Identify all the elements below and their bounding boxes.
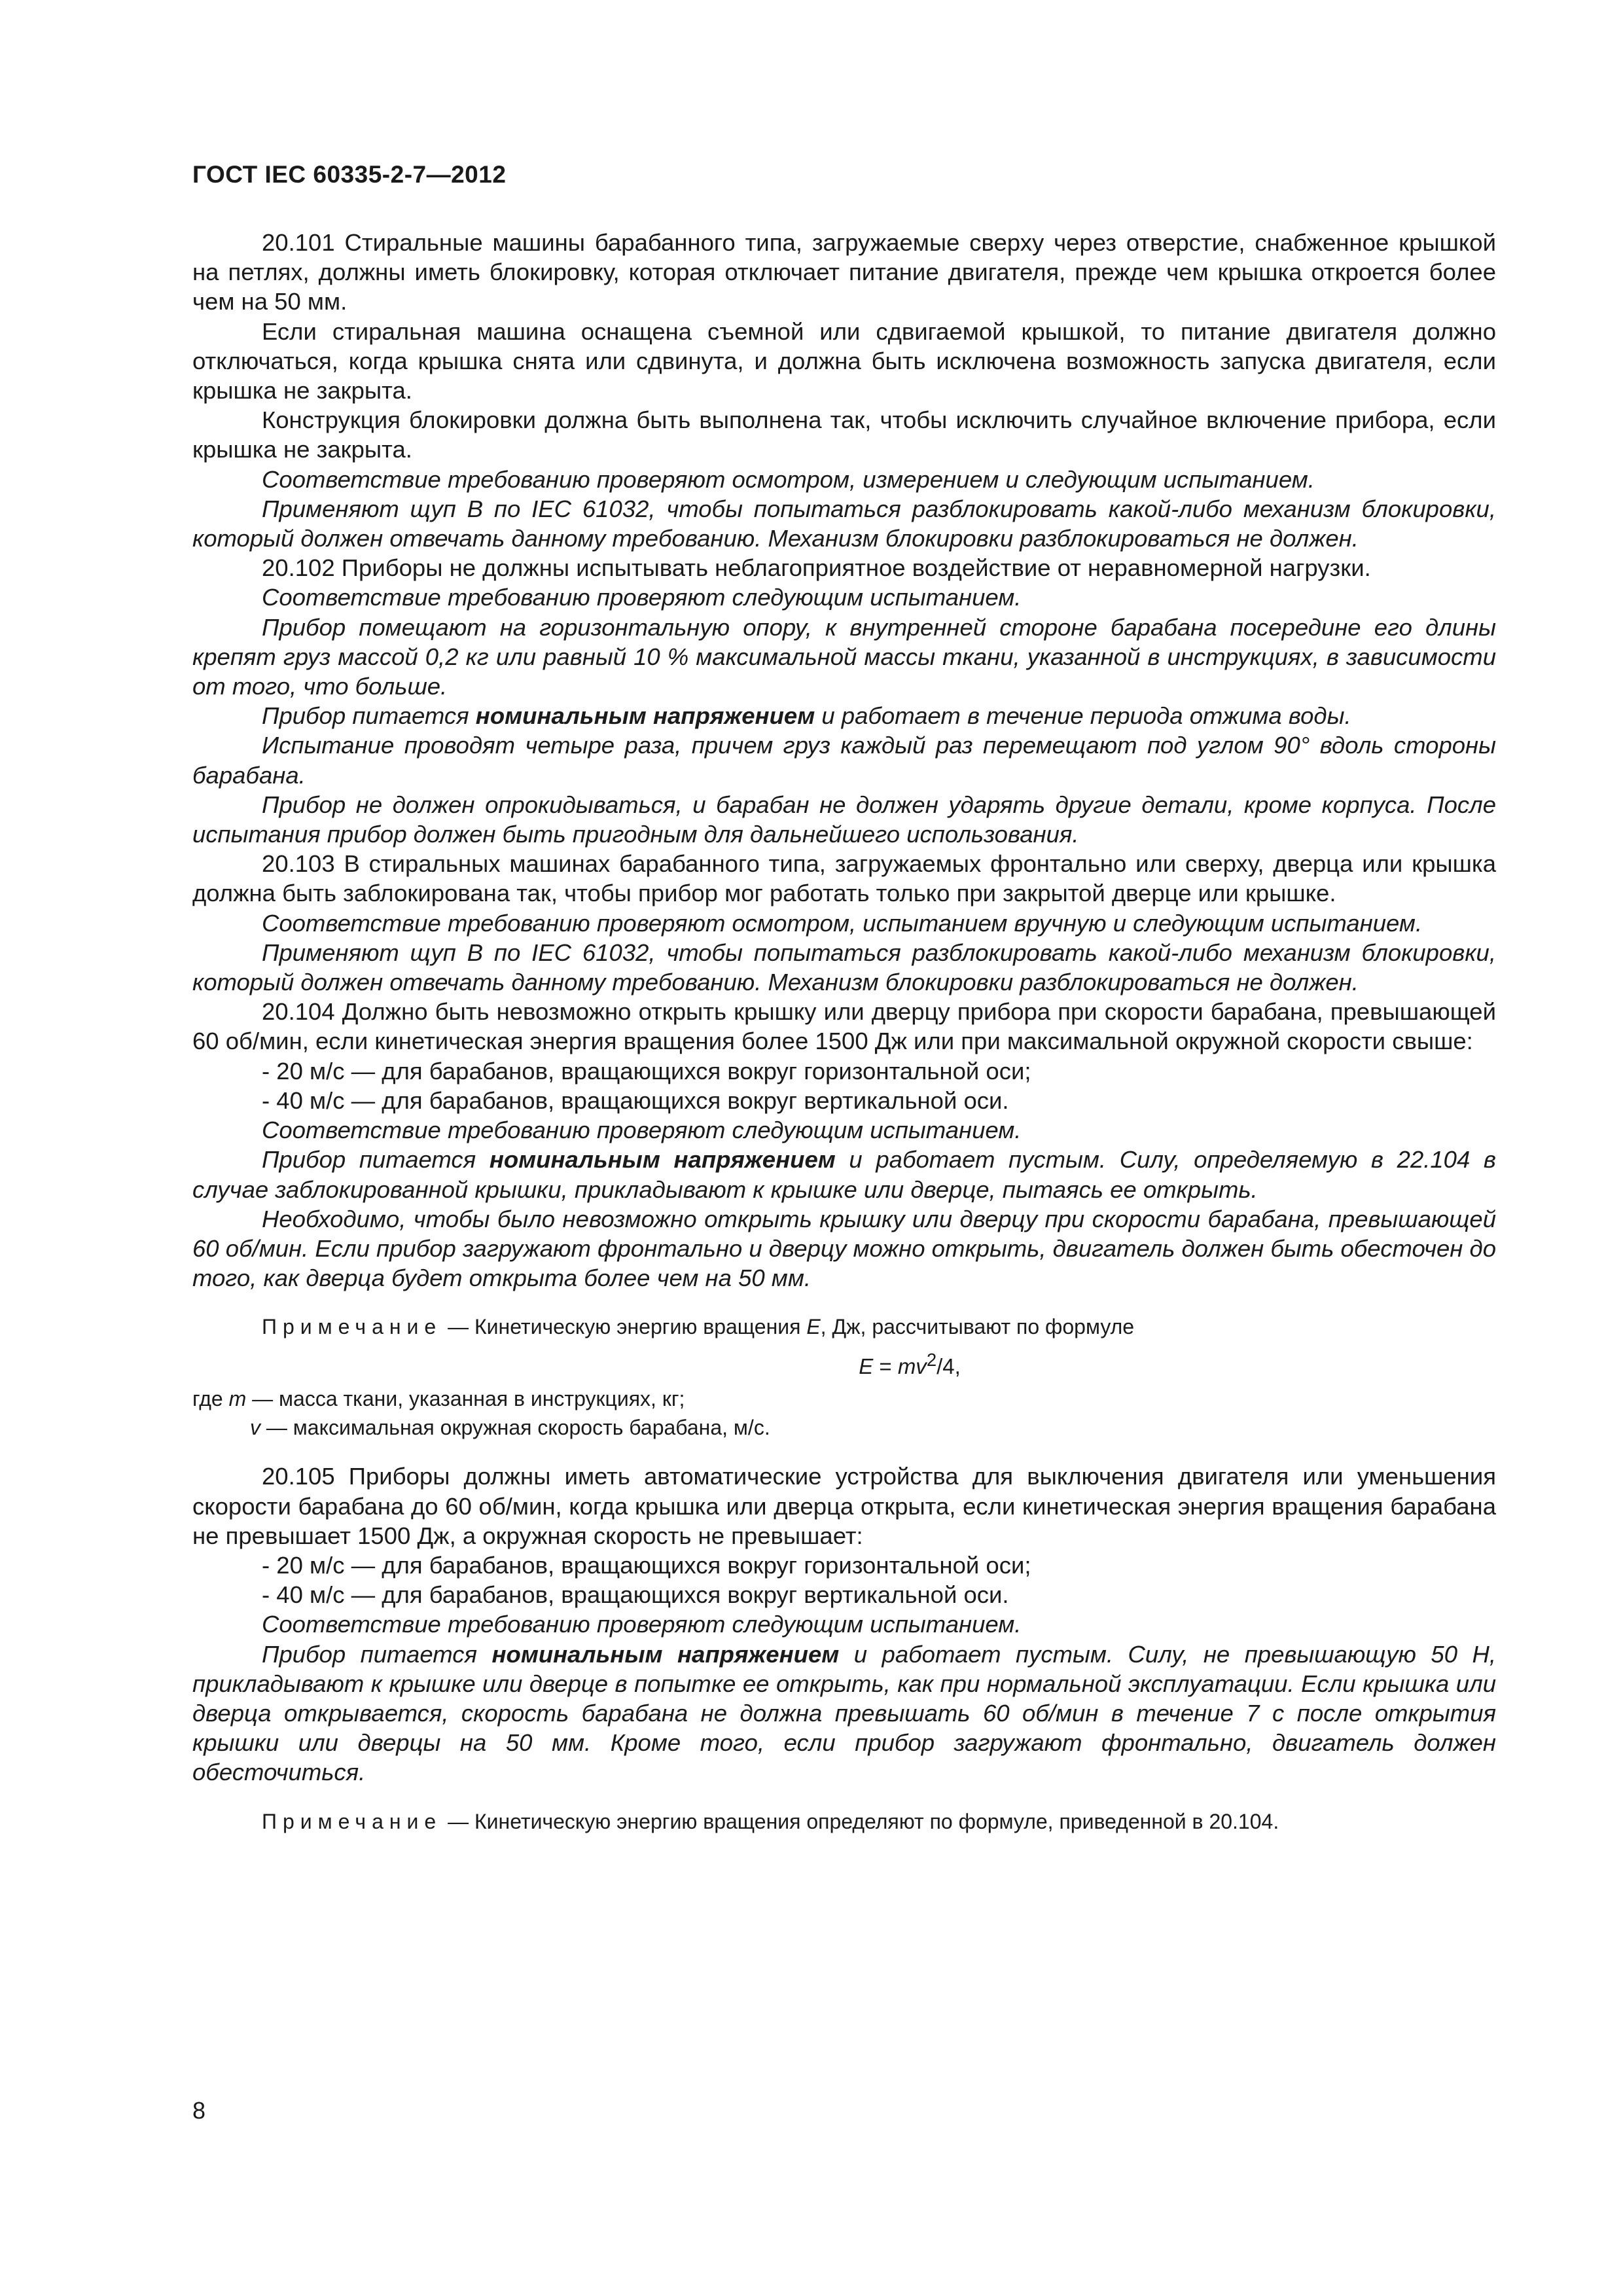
test-procedure: Прибор питается номинальным напряжением и работает в течение периода отжима воды. [262,702,1351,730]
test-procedure: Применяют щуп В по IEC 61032, чтобы попытаться разблокировать какой-либо механизм блокировки, который должен отвечать данному требованию. Механизм блокировки разблокироваться не должен. [192,495,1496,552]
paragraph-20-105: 20.105 Приборы должны иметь автоматические устройства для выключения двигателя или уменьшения скорости барабана до 60 об/мин, когда крышка или дверца открыта, если кинетическая энергия вращения барабана не превышает 1500 Дж, а окружная скорость не превышает: [192,1463,1496,1549]
test-procedure: Прибор питается номинальным напряжением и работает пустым. Силу, не превышающую 50 Н, прикладывают к крышке или дверце в попытке ее открыть, как при нормальной эксплуатации. Если крышка или дверца открывается, скорость барабана не должна превышать 60 об/мин в течение 7 с после открытия крышки или дверцы на 50 мм. Кроме того, если прибор загружают фронтально, двигатель должен обесточиться. [192,1640,1496,1786]
formula-legend: где m — масса ткани, указанная в инструкциях, кг; [192,1387,685,1411]
note-label: Примечание [262,1315,442,1339]
note: Примечание — Кинетическую энергию вращения E, Дж, рассчитывают по формуле [262,1315,1135,1339]
list-item: - 40 м/с — для барабанов, вращающихся вокруг вертикальной оси. [262,1581,1009,1609]
test-procedure: Применяют щуп В по IEC 61032, чтобы попытаться разблокировать какой-либо механизм блокировки, который должен отвечать данному требованию. Механизм блокировки разблокироваться не должен. [192,939,1496,996]
emphasis-rated-voltage: номинальным напряжением [475,702,815,730]
test-procedure: Необходимо, чтобы было невозможно открыть крышку или дверцу при скорости барабана, превышающей 60 об/мин. Если прибор загружают фронтально и дверцу можно открыть, двигатель должен быть обесточен до того, как дверца будет открыта более чем на 50 мм. [192,1205,1496,1292]
list-item: - 20 м/с — для барабанов, вращающихся вокруг горизонтальной оси; [262,1057,1031,1085]
paragraph-20-101: 20.101 Стиральные машины барабанного типа, загружаемые сверху через отверстие, снабженное крышкой на петлях, должны иметь блокировку, которая отключает питание двигателя, прежде чем крышка откроется более чем на 50 мм. [192,229,1496,315]
document-body [192,228,1496,1836]
note: Примечание — Кинетическую энергию вращения определяют по формуле, приведенной в 20.104. [262,1809,1279,1833]
test-procedure: Прибор помещают на горизонтальную опору, к внутренней стороне барабана посередине его длины крепят груз массой 0,2 кг или равный 10 % максимальной массы ткани, указанной в инструкциях, в зависимости от того, что больше. [192,613,1496,700]
compliance-check: Соответствие требованию проверяют следующим испытанием. [262,584,1022,611]
test-procedure: Испытание проводят четыре раза, причем груз каждый раз перемещают под углом 90° вдоль стороны барабана. [192,732,1496,789]
compliance-check: Соответствие требованию проверяют следующим испытанием. [262,1117,1022,1144]
formula: $E = mv^2/4$, [859,1350,961,1379]
compliance-check: Соответствие требованию проверяют следующим испытанием. [262,1611,1022,1638]
paragraph-20-103: 20.103 В стиральных машинах барабанного типа, загружаемых фронтально или сверху, дверца или крышка должна быть заблокирована так, чтобы прибор мог работать только при закрытой дверце или крышке. [192,850,1496,907]
emphasis-rated-voltage: номинальным напряжением [491,1640,840,1668]
paragraph: Конструкция блокировки должна быть выполнена так, чтобы исключить случайное включение прибора, если крышка не закрыта. [192,406,1496,463]
test-procedure: Прибор питается номинальным напряжением и работает пустым. Силу, определяемую в 22.104 в случае заблокированной крышки, прикладывают к крышке или дверце, пытаясь ее открыть. [192,1146,1496,1203]
compliance-check: Соответствие требованию проверяют осмотром, испытанием вручную и следующим испытанием. [262,909,1423,937]
compliance-check: Соответствие требованию проверяют осмотром, измерением и следующим испытанием. [262,465,1315,493]
paragraph: Если стиральная машина оснащена съемной или сдвигаемой крышкой, то питание двигателя должно отключаться, когда крышка снята или сдвинута, и должна быть исключена возможность запуска двигателя, если крышка не закрыта. [192,317,1496,404]
formula-legend: v — максимальная окружная скорость барабана, м/с. [250,1416,770,1440]
emphasis-rated-voltage: номинальным напряжением [489,1146,836,1174]
document-header: ГОСТ IEC 60335-2-7—2012 [192,161,507,188]
note-label: Примечание [262,1809,442,1833]
paragraph-20-104: 20.104 Должно быть невозможно открыть крышку или дверцу прибора при скорости барабана, превышающей 60 об/мин, если кинетическая энергия вращения более 1500 Дж или при максимальной окружной скорости свыше: [192,998,1496,1055]
paragraph-20-102: 20.102 Приборы не должны испытывать неблагоприятное воздействие от неравномерной нагрузки. [262,554,1371,582]
list-item: - 20 м/с — для барабанов, вращающихся вокруг горизонтальной оси; [262,1551,1031,1579]
test-procedure: Прибор не должен опрокидываться, и барабан не должен ударять другие детали, кроме корпуса. После испытания прибор должен быть пригодным для дальнейшего использования. [192,791,1496,848]
list-item: - 40 м/с — для барабанов, вращающихся вокруг вертикальной оси. [262,1086,1009,1114]
page-number: 8 [192,2097,206,2124]
